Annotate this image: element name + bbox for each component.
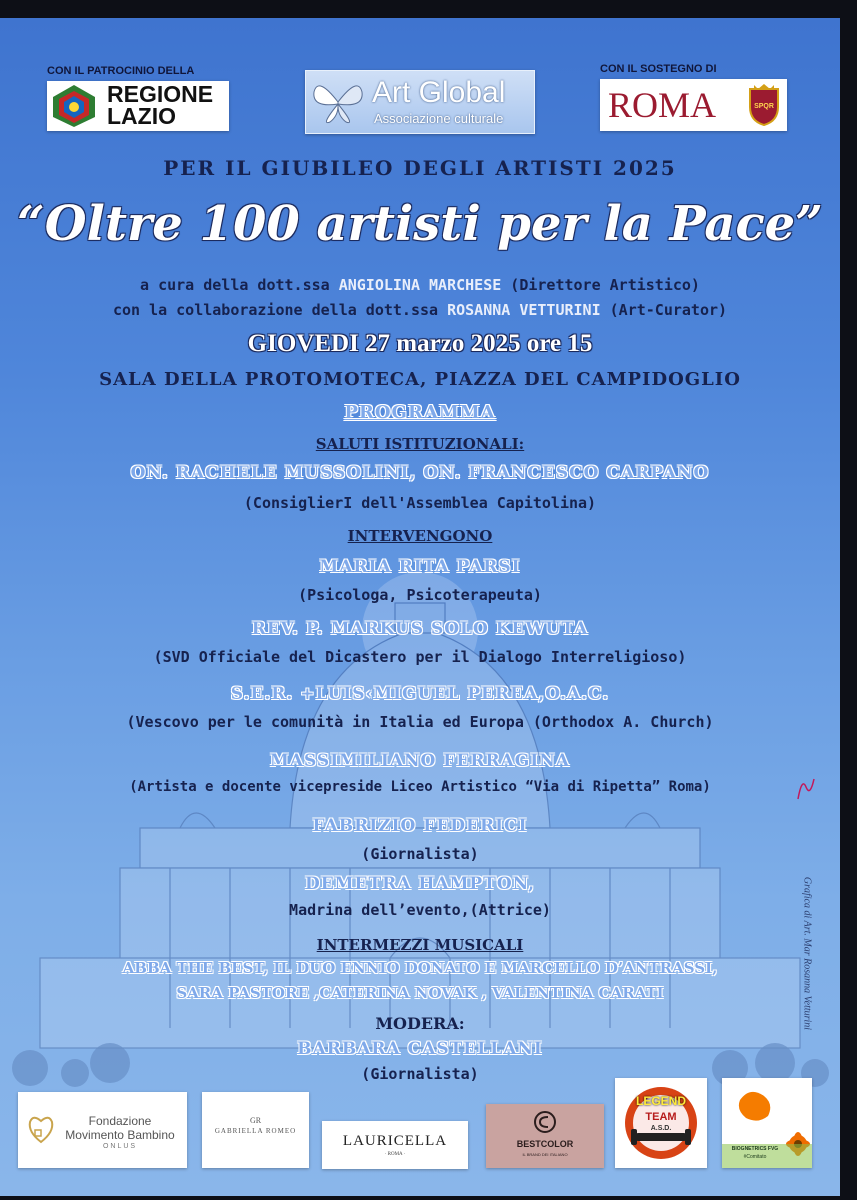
music-line: SARA PASTORE ,CATERINA NOVAK , VALENTINA CARATI xyxy=(176,984,664,1002)
sponsor-text: ONLUS xyxy=(102,1143,138,1150)
greetings-names: ON. RACHELE MUSSOLINI, ON. FRANCESCO CARPANO xyxy=(130,463,710,483)
speaker-role: (Vescovo per le comunità in Italia ed Europa (Orthodox A. Church) xyxy=(126,713,714,731)
regione-lazio-logo xyxy=(47,81,229,131)
collab-prefix: con la collaborazione della dott.ssa xyxy=(112,301,448,319)
curator-line xyxy=(0,276,840,294)
speaker-role: (Giornalista) xyxy=(361,845,479,863)
collab-name: ROSANNA VETTURINI xyxy=(447,301,601,319)
butterfly-icon xyxy=(310,74,366,130)
sponsor-text: GABRIELLA ROMEO xyxy=(214,1127,297,1135)
speakers-heading: INTERVENGONO xyxy=(347,527,493,545)
credit-text: Grafica di Art. Mar Rosanna Vetturini xyxy=(801,876,813,1031)
spqr-text: SPQR xyxy=(754,103,774,110)
greetings-role: (ConsiglierI dell'Assemblea Capitolina) xyxy=(243,494,597,512)
event-title: “Oltre 100 artisti per la Pace” xyxy=(17,196,823,252)
sponsor-text: Movimento Bambino xyxy=(65,1128,175,1142)
sponsor-text: IL BRAND DEI ITALIANO xyxy=(522,1152,568,1157)
moderator-heading: MODERA: xyxy=(375,1014,465,1033)
regione-label: REGIONE xyxy=(107,81,214,107)
roma-logo xyxy=(600,79,787,131)
collaboration-line xyxy=(0,301,840,319)
art-global-subtitle: Associazione culturale xyxy=(374,111,504,126)
sponsor-text: A.S.D. xyxy=(650,1125,672,1132)
speaker-name: MARIA RITA PARSI xyxy=(319,557,521,577)
event-poster xyxy=(0,18,840,1196)
heart-hands-icon xyxy=(26,1112,56,1146)
collab-role: (Art-Curator) xyxy=(600,301,728,319)
sponsor-legend-team-logo xyxy=(615,1078,707,1168)
speaker-role: (Psicologa, Psicoterapeuta) xyxy=(298,586,542,604)
sponsor-text: LEGEND xyxy=(635,1094,686,1108)
lazio-crest-icon xyxy=(49,83,99,129)
speaker-role: Madrina dell’evento,(Attrice) xyxy=(289,901,551,919)
support-caption: CON IL SOSTEGNO DI xyxy=(600,63,717,75)
sponsor-text: · ROMA · xyxy=(384,1152,406,1157)
greetings-heading: SALUTI ISTITUZIONALI: xyxy=(315,435,525,453)
sponsor-gabriella-romeo-logo xyxy=(202,1092,309,1168)
moderator-role: (Giornalista) xyxy=(361,1065,479,1083)
roma-label: ROMA xyxy=(608,85,717,125)
sponsor-text: BIOGNETRICS FVG xyxy=(731,1146,779,1152)
art-global-logo xyxy=(305,70,535,134)
bestcolor-mark-icon xyxy=(533,1110,557,1134)
graphic-credit xyxy=(792,773,822,1083)
sponsor-bestcolor-logo xyxy=(486,1104,604,1168)
curator-name: ANGIOLINA MARCHESE xyxy=(338,276,502,294)
event-date: GIOVEDI 27 marzo 2025 ore 15 xyxy=(247,330,593,357)
sponsor-text: #Comitato xyxy=(743,1154,767,1160)
speaker-name: FABRIZIO FEDERICI xyxy=(312,816,528,836)
curator-prefix: a cura della dott.ssa xyxy=(140,276,339,294)
program-heading: PROGRAMMA xyxy=(344,402,496,423)
sponsor-text: LAURICELLA xyxy=(342,1133,448,1149)
art-global-title: Art Global xyxy=(372,76,506,109)
sponsor-text: GR xyxy=(249,1116,262,1125)
music-line: ABBA THE BEST, IL DUO ENNIO DONATO E MARCELLO D’ANTRASSI, xyxy=(122,959,718,977)
music-heading: INTERMEZZI MUSICALI xyxy=(316,936,524,954)
speaker-name: REV. P. MARKUS SOLO KEWUTA xyxy=(251,619,589,639)
occasion-line: PER IL GIUBILEO DEGLI ARTISTI 2025 xyxy=(163,156,677,180)
sponsor-lauricella-logo xyxy=(322,1121,468,1169)
speaker-name: S.E.R. +LUIS‹MIGUEL PEREA,O.A.C. xyxy=(230,684,610,704)
sponsor-text: Fondazione xyxy=(88,1114,152,1128)
sponsor-biometrics-logo xyxy=(722,1078,812,1168)
speaker-name: DEMETRA HAMPTON, xyxy=(304,874,536,894)
credit-signature-icon xyxy=(794,773,818,803)
sponsor-fondazione-logo xyxy=(18,1092,187,1168)
lazio-label: LAZIO xyxy=(107,103,176,129)
sponsor-text: TEAM xyxy=(645,1111,677,1123)
speaker-name: MASSIMILIANO FERRAGINA xyxy=(270,751,570,771)
speaker-role: (SVD Officiale del Dicastero per il Dialogo Interreligioso) xyxy=(153,648,687,666)
event-venue: SALA DELLA PROTOMOTECA, PIAZZA DEL CAMPIDOGLIO xyxy=(99,369,741,390)
curator-role: (Direttore Artistico) xyxy=(501,276,700,294)
moderator-name: BARBARA CASTELLANI xyxy=(297,1039,543,1059)
speaker-role: (Artista e docente vicepreside Liceo Artistico “Via di Ripetta” Roma) xyxy=(129,779,711,795)
sponsor-text: BESTCOLOR xyxy=(516,1139,574,1149)
patronage-caption: CON IL PATROCINIO DELLA xyxy=(47,65,195,77)
